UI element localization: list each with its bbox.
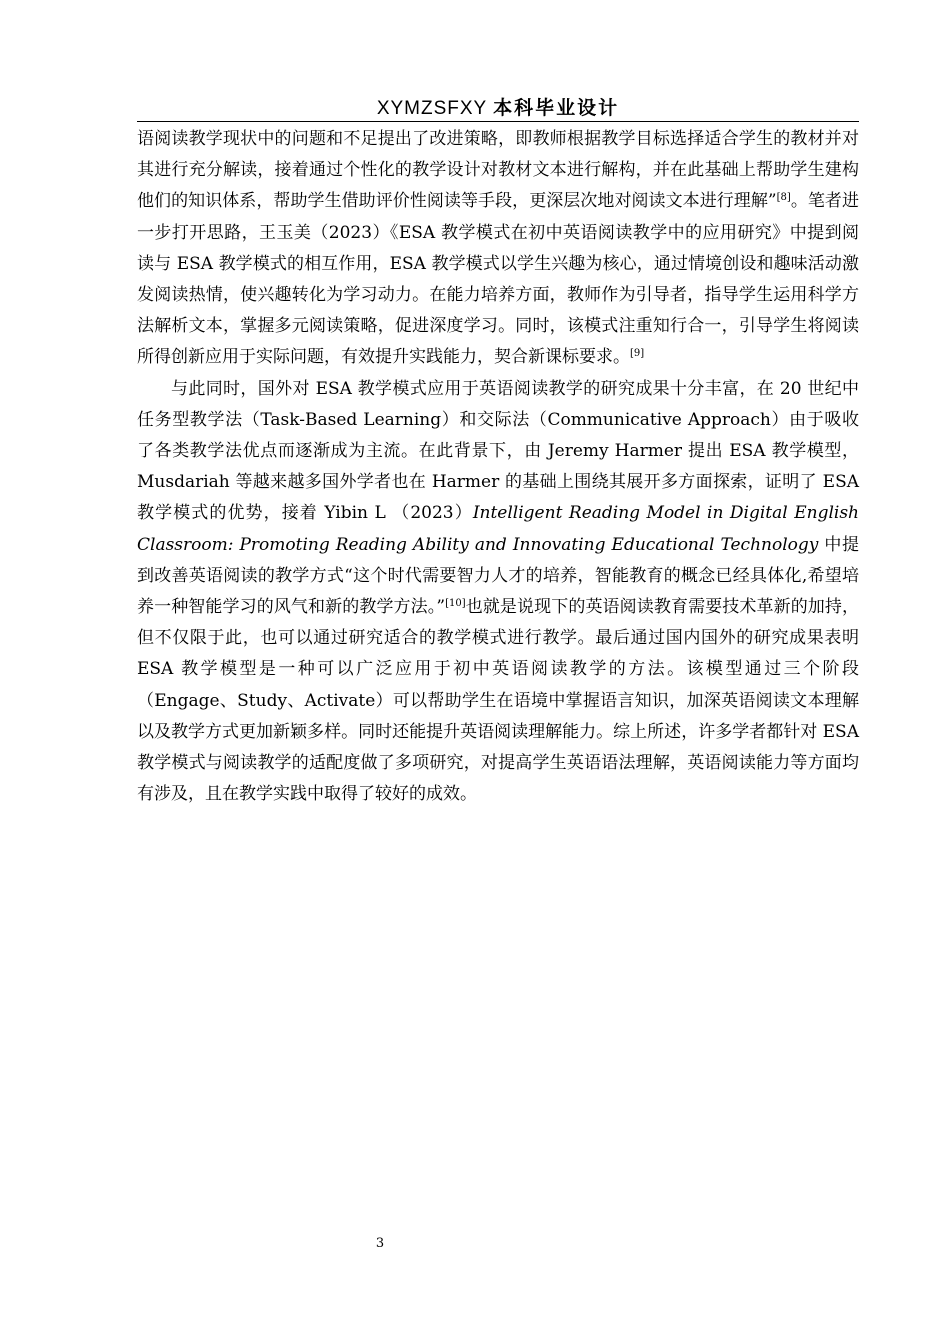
paragraph-2-text-c: 也就是说现下的英语阅读教育需要技术革新的加持，但不仅限于此，也可以通过研究适合的教学模式进行教学。最后通过国内国外的研究成果表明 ESA 教学模型是一种可以广泛应用于初中英语阅读教学的方法。该模型通过三个阶段（Engage、Study、Activate）可以帮助学生在语境中掌握语言知识，加深英语阅读文本理解以及教学方式更加新颖多样。同时还能提升英语阅读理解能力。综上所述，许多学者都针对 ESA 教学模式与阅读教学的适配度做了多项研究，对提高学生英语语法理解，英语阅读能力等方面均有涉及，且在教学实践中取得了较好的成效。 bbox=[137, 597, 860, 805]
page-number: 3 bbox=[375, 1236, 385, 1251]
header-school-code: XYMZSFXY bbox=[376, 98, 494, 119]
citation-10: [10] bbox=[445, 598, 466, 610]
citation-8: [8] bbox=[776, 192, 791, 204]
citation-9: [9] bbox=[630, 348, 645, 360]
paragraph-continued bbox=[137, 124, 859, 374]
paragraph-foreign-research bbox=[137, 374, 859, 811]
body-text bbox=[137, 124, 859, 810]
paragraph-2-text-a: 与此同时，国外对 ESA 教学模式应用于英语阅读教学的研究成果十分丰富，在 20 世纪中任务型教学法（Task-Based Learning）和交际法（Communicative Approach）由于吸收了各类教学法优点而逐渐成为主流。在此背景下，由 Jeremy Harmer 提出 ESA 教学模型，Musdariah 等越来越多国外学者也在 Harmer 的基础上围绕其展开多方面探索，证明了 ESA 教学模式的优势，接着 Yibin L （2023） bbox=[137, 378, 859, 524]
header-divider bbox=[137, 121, 859, 122]
paragraph-2-text-b: 中提到改善英语阅读的教学方式“这个时代需要智力人才的培养，智能教育的概念已经具体化,希望培养一种智能学习的风气和新的教学方法。” bbox=[137, 534, 860, 618]
page-header bbox=[137, 96, 859, 120]
paragraph-1-text-b: 。笔者进一步打开思路，王玉美（2023）《ESA 教学模式在初中英语阅读教学中的应用研究》中提到阅读与 ESA 教学模式的相互作用，ESA 教学模式以学生兴趣为核心，通过情境创设和趣味活动激发阅读热情，使兴趣转化为学习动力。在能力培养方面，教师作为引导者，指导学生运用科学方法解析文本，掌握多元阅读策略，促进深度学习。同时，该模式注重知行合一，引导学生将阅读所得创新应用于实际问题，有效提升实践能力，契合新课标要求。 bbox=[137, 191, 859, 368]
paper-title-italic: Intelligent Reading Model in Digital English Classroom: Promoting Reading Ability and Innovating Educational Technology bbox=[137, 503, 859, 555]
header-title: 本科毕业设计 bbox=[493, 97, 620, 119]
paragraph-1-text-a: 语阅读教学现状中的问题和不足提出了改进策略，即教师根据教学目标选择适合学生的教材并对其进行充分解读，接着通过个性化的教学设计对教材文本进行解构，并在此基础上帮助学生建构他们的知识体系，帮助学生借助评价性阅读等手段，更深层次地对阅读文本进行理解” bbox=[137, 129, 859, 212]
